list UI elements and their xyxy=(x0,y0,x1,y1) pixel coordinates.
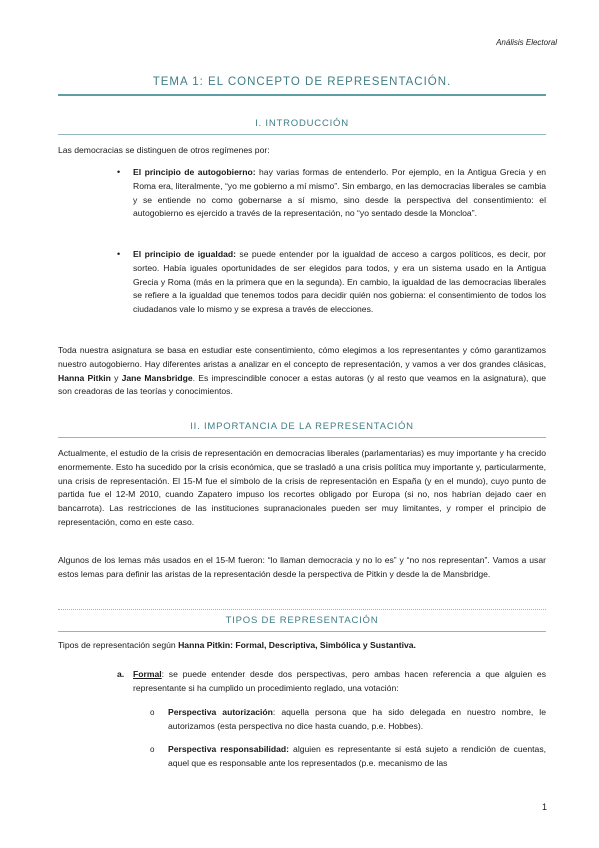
item-label: Perspectiva responsabilidad: xyxy=(168,744,290,754)
section-rule xyxy=(58,631,546,632)
text-run: . Es imprescindible conocer a estas autoras (y al resto que veamos en la asignatura), que son creadoras de las teorías y conocimientos. xyxy=(58,372,546,397)
text-run: Toda nuestra asignatura se basa en estudiar este consentimiento, cómo elegimos a los representantes y cómo garantizamos nuestro autogobierno. Hay diferentes aristas a analizar en el concepto de representación, y vamos a ver dos grandes clásicas, xyxy=(58,345,546,369)
document-title: TEMA 1: EL CONCEPTO DE REPRESENTACIÓN. xyxy=(152,76,452,88)
section-heading-importancia: II. IMPORTANCIA DE LA REPRESENTACIÓN xyxy=(190,421,414,432)
sublist-marker: o xyxy=(150,708,155,717)
text-run-bold: Hanna Pitkin: Formal, Descriptiva, Simbólica y Sustantiva. xyxy=(178,640,416,650)
sublist-item-autorizacion xyxy=(168,706,546,734)
title-rule xyxy=(58,94,546,96)
text-run: Tipos de representación según xyxy=(58,640,179,650)
list-item-formal xyxy=(133,668,546,696)
bullet-icon: • xyxy=(117,167,121,177)
intro-paragraph: Las democracias se distinguen de otros regímenes por: xyxy=(58,145,270,155)
section-rule-dotted xyxy=(58,609,546,610)
bullet-text: se puede entender por la igualdad de acceso a cargos políticos, es decir, por sorteo. Había iguales oportunidades de ser elegidos para todos, y era un sistema usado en la Antigua Grecia y Roma (más en la primera que en la segunda). En cambio, la igualdad de las democracias liberales se refiere a la igualdad que tenemos todos para decidir quién nos gobierna: el consentimiento de todos los ciudadanos vale lo mismo y se expresa a través de elecciones. xyxy=(133,249,546,315)
section-rule xyxy=(58,134,546,135)
author-pitkin: Hanna Pitkin xyxy=(58,372,111,383)
paragraph-crisis: Actualmente, el estudio de la crisis de representación en democracias liberales (parlamentarias) es muy importante y ha crecido enormemente. Esto ha sucedido por la crisis económica, que se trasladó a una crisis política muy importante y, particularmente, una crisis de representación. El 15-M fue el símbolo de la crisis de representación en España (y en el mundo), cuyo punto de partida fue el 12-M 2010, cuando Zapatero impuso los recortes obligado por Europa (si no, nos habrían dejado caer en bancarrota). Las restricciones de las instituciones supranacionales pueden ser muy limitantes, y romper el principio de representación, como en este caso. xyxy=(58,448,546,527)
section-rule xyxy=(58,437,546,438)
item-label: Formal xyxy=(133,669,162,679)
bullet-igualdad xyxy=(133,248,546,317)
sublist-item-responsabilidad xyxy=(168,743,546,771)
item-text: : se puede entender desde dos perspectivas, pero ambas hacen referencia a que alguien es representante si ha cumplido un procedimiento reglado, una votación: xyxy=(133,669,546,693)
bullet-autogobierno xyxy=(133,166,546,221)
section-heading-introduccion: I. INTRODUCCIÓN xyxy=(255,118,349,129)
paragraph-tipos-intro xyxy=(58,639,546,653)
bullet-label: El principio de autogobierno: xyxy=(133,167,256,177)
text-run: y xyxy=(110,372,122,383)
paragraph-asignatura xyxy=(58,344,546,399)
item-text: : aquella persona que ha sido delegada en nuestro nombre, le autorizamos (esta perspectiva no dice hasta cuando, p.e. Hobbes). xyxy=(168,707,546,731)
author-mansbridge: Jane Mansbridge xyxy=(121,372,193,383)
item-label: Perspectiva autorización xyxy=(168,707,273,717)
sublist-marker: o xyxy=(150,745,155,754)
bullet-text: hay varias formas de entenderlo. Por ejemplo, en la Antigua Grecia y en Roma era, literalmente, “yo me gobierno a mí mismo”. Sin embargo, en las democracias liberales se cambia y se entiende no como gobernarse a sí mismo, sino desde la perspectiva del consentimiento: el autogobierno es ejercido a través de la representación, no “yo sentado desde la Moncloa”. xyxy=(133,167,546,219)
section-heading-tipos: TIPOS DE REPRESENTACIÓN xyxy=(225,615,379,626)
page-number: 1 xyxy=(541,802,547,812)
list-marker: a. xyxy=(117,669,125,679)
bullet-icon: • xyxy=(117,249,121,259)
paragraph-lemas: Algunos de los lemas más usados en el 15-M fueron: “lo llaman democracia y no lo es” y “no nos representan”. Vamos a usar estos lemas para definir las aristas de la representación desde la perspectiva de Pitkin y desde la de Mansbridge. xyxy=(58,555,546,579)
bullet-label: El principio de igualdad: xyxy=(133,249,236,259)
running-header: Análisis Electoral xyxy=(496,38,557,47)
item-text: alguien es representante si está sujeto a rendición de cuentas, aquel que es responsable ante los representados (p.e. mecanismo de las xyxy=(168,744,547,768)
